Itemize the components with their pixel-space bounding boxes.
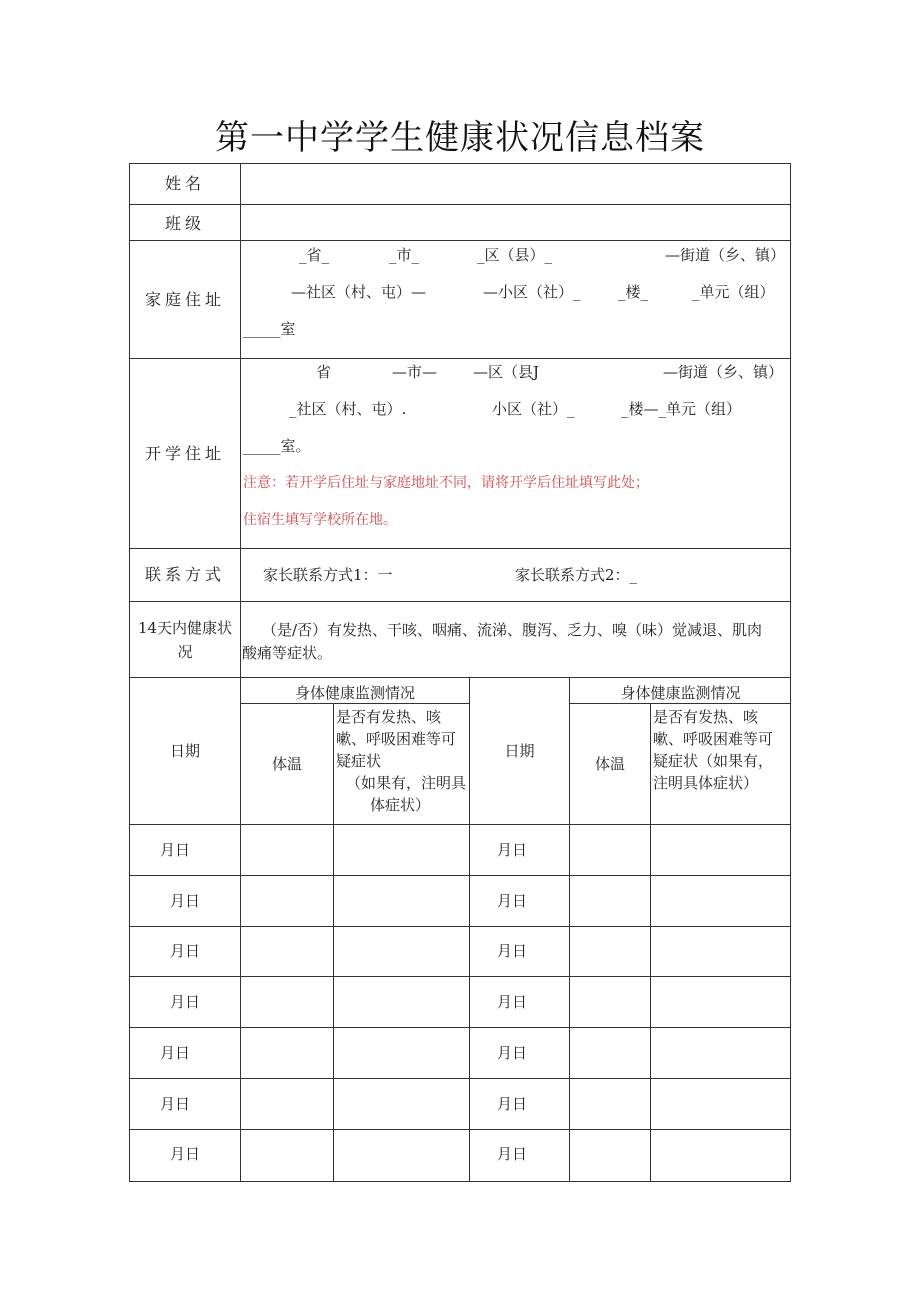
symptom-header-line: 疑症状（如果有， (653, 752, 774, 770)
name-label: 姓名 (164, 174, 205, 193)
address-room: _____室 (243, 320, 296, 338)
symptom-header-line: 是否有发热、咳 (336, 708, 442, 726)
row-date-right: 月日 (497, 942, 528, 960)
divider (129, 875, 791, 876)
health14-label: 14天内健康状 (137, 619, 233, 637)
parent-contact-1[interactable]: 家长联系方式1：一 (263, 566, 393, 584)
row-date-left: 月日 (160, 841, 191, 859)
row-date-right: 月日 (497, 892, 528, 910)
parent-contact-2[interactable]: 家长联系方式2：_ (515, 566, 638, 584)
row-date-right: 月日 (497, 993, 528, 1011)
divider (129, 1129, 791, 1130)
address-building-unit: _楼—_单元（组） (621, 400, 742, 418)
symptom-header (651, 706, 790, 794)
address-community: _社区（村、屯）. (289, 400, 407, 418)
health14-statement: 酸痛等症状。 (242, 644, 333, 662)
address-note: 注意：若开学后住址与家庭地址不同，请将开学后住址填写此处； (243, 475, 649, 491)
symptom-header-line: 嗽、呼吸困难等可 (653, 730, 774, 748)
health14-statement: （是/否）有发热、干咳、咽痛、流涕、腹泻、乏力、嗅（味）觉减退、肌肉 (262, 621, 763, 639)
divider (129, 824, 791, 825)
row-date-left: 月日 (170, 993, 201, 1011)
page-title: 第一中学学生健康状况信息档案 (215, 118, 705, 158)
address-city: _市_ (389, 246, 420, 264)
divider (129, 926, 791, 927)
address-district: _区（县）_ (477, 246, 553, 264)
class-label: 班级 (164, 214, 205, 233)
address-province: 省 (316, 363, 332, 381)
address-note: 住宿生填写学校所在地。 (243, 512, 397, 528)
address-province: _省_ (299, 246, 330, 264)
address-building: _楼_ (618, 283, 649, 301)
address-unit: _单元（组） (692, 283, 775, 301)
row-date-right: 月日 (497, 1095, 528, 1113)
contact-label: 联系方式 (144, 565, 225, 584)
address-street: —街道（乡、镇） (665, 246, 786, 264)
symptom-header-line: 注明具体症状） (653, 774, 759, 792)
row-date-right: 月日 (497, 1044, 528, 1062)
address-community: —社区（村、屯）— (291, 283, 427, 301)
divider (129, 1027, 791, 1028)
row-date-left: 月日 (160, 1095, 191, 1113)
divider (129, 677, 791, 678)
temperature-header: 体温 (594, 755, 625, 773)
row-date-left: 月日 (170, 942, 201, 960)
address-compound: 小区（社）_ (492, 400, 575, 418)
date-header: 日期 (169, 742, 200, 760)
address-compound: —小区（社）_ (483, 283, 581, 301)
address-room: _____室。 (243, 437, 311, 455)
row-date-right: 月日 (497, 841, 528, 859)
divider (129, 976, 791, 977)
health14-label: 况 (177, 643, 193, 661)
name-field[interactable] (241, 164, 790, 204)
symptom-header (334, 706, 469, 816)
monitor-group-header: 身体健康监测情况 (620, 684, 741, 702)
home-address-label: 家庭住址 (144, 290, 225, 309)
symptom-header-line: 是否有发热、咳 (653, 708, 759, 726)
symptom-header-line: 疑症状 (336, 752, 382, 770)
date-header: 日期 (504, 742, 535, 760)
school-address-label: 开学住址 (144, 444, 225, 463)
class-field[interactable] (241, 205, 790, 240)
address-city: —市— (392, 363, 438, 381)
school-address-field[interactable] (241, 359, 790, 548)
row-date-left: 月日 (160, 1044, 191, 1062)
address-district: —区（县J (473, 363, 540, 381)
divider (129, 1078, 791, 1079)
row-date-left: 月日 (170, 1145, 201, 1163)
row-date-left: 月日 (170, 892, 201, 910)
symptom-header-line: （如果有，注明具 (346, 774, 467, 792)
row-date-right: 月日 (497, 1145, 528, 1163)
divider (129, 548, 791, 549)
symptom-header-line: 体症状） (370, 796, 431, 814)
monitor-group-header: 身体健康监测情况 (294, 684, 415, 702)
divider (129, 601, 791, 602)
address-street: —街道（乡、镇） (663, 363, 784, 381)
temperature-header: 体温 (271, 755, 302, 773)
symptom-header-line: 嗽、呼吸困难等可 (336, 730, 457, 748)
home-address-field[interactable] (241, 241, 790, 358)
